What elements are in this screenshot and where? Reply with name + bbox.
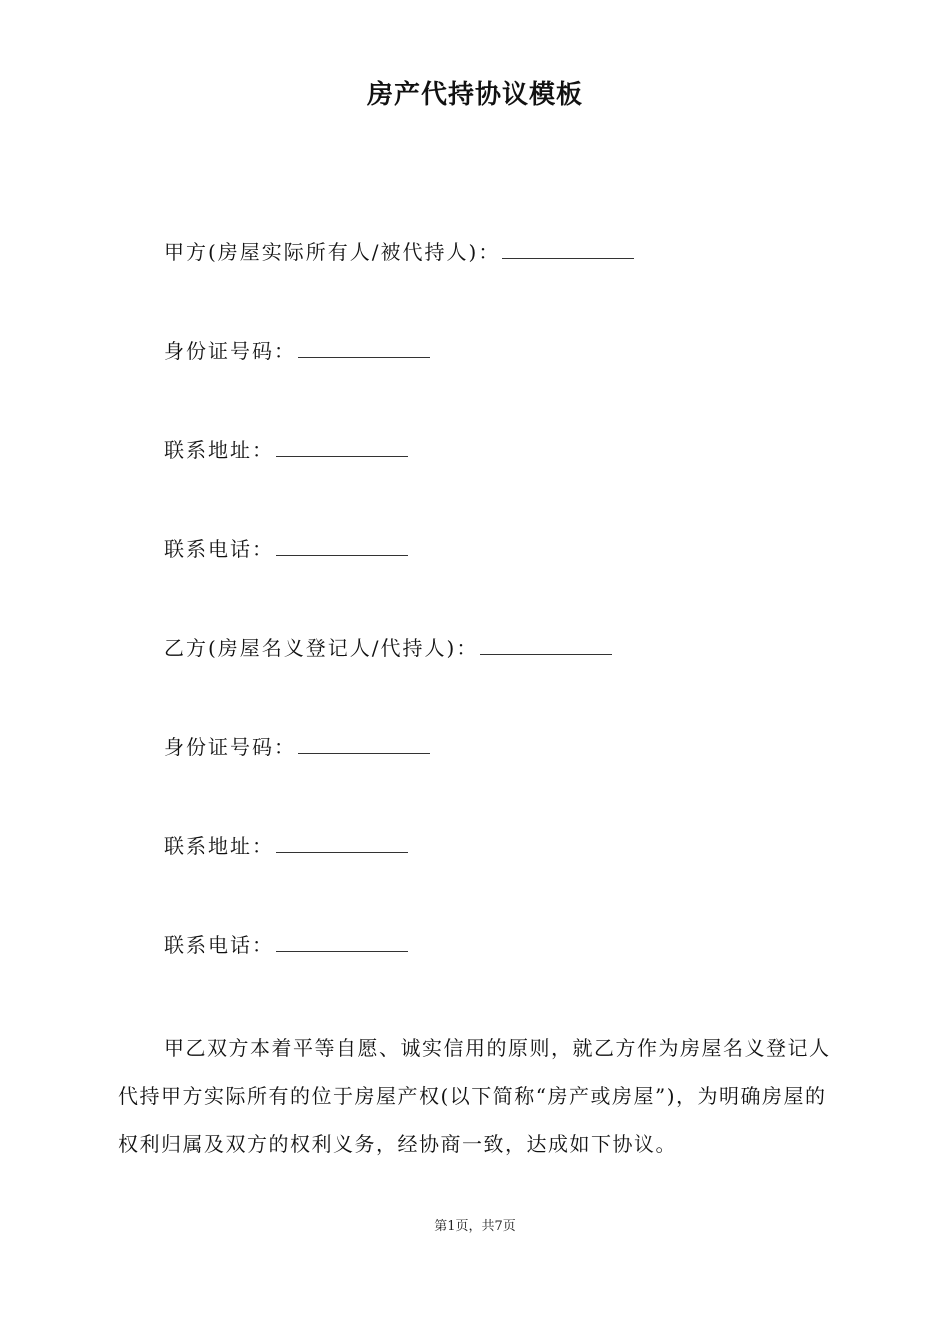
party-a-id-field — [164, 335, 430, 363]
party-b-blank[interactable] — [480, 632, 612, 655]
party-a-blank[interactable] — [502, 236, 634, 259]
party-a-phone-label: 联系电话： — [164, 537, 274, 561]
party-a-id-blank[interactable] — [298, 335, 430, 358]
party-b-phone-field — [164, 929, 408, 957]
party-a-address-field — [164, 434, 408, 462]
party-a-phone-blank[interactable] — [276, 533, 408, 556]
party-b-phone-blank[interactable] — [276, 929, 408, 952]
document-title: 房产代持协议模板 — [366, 80, 583, 110]
party-a-label: 甲方(房屋实际所有人/被代持人)： — [164, 240, 501, 264]
party-b-field — [164, 632, 612, 660]
party-a-phone-field — [164, 533, 408, 561]
party-b-label: 乙方(房屋名义登记人/代持人)： — [164, 636, 479, 660]
party-b-address-blank[interactable] — [276, 830, 408, 853]
party-b-address-field — [164, 830, 408, 858]
page-number-footer: 第1页，共7页 — [434, 1219, 516, 1234]
party-b-id-field — [164, 731, 430, 759]
party-b-phone-label: 联系电话： — [164, 933, 274, 957]
party-a-field — [164, 236, 634, 264]
party-b-id-blank[interactable] — [298, 731, 430, 754]
party-a-id-label: 身份证号码： — [164, 339, 296, 363]
intro-paragraph-text: 甲乙双方本着平等自愿、诚实信用的原则，就乙方作为房屋名义登记人代持甲方实际所有的位于房屋产权(以下简称“房产或房屋”)，为明确房屋的权利归属及双方的权利义务，经协商一致，达成如下协议。 — [118, 1036, 831, 1156]
party-b-address-label: 联系地址： — [164, 834, 274, 858]
party-a-address-label: 联系地址： — [164, 438, 274, 462]
party-b-id-label: 身份证号码： — [164, 735, 296, 759]
party-a-address-blank[interactable] — [276, 434, 408, 457]
intro-paragraph — [118, 1024, 838, 1168]
